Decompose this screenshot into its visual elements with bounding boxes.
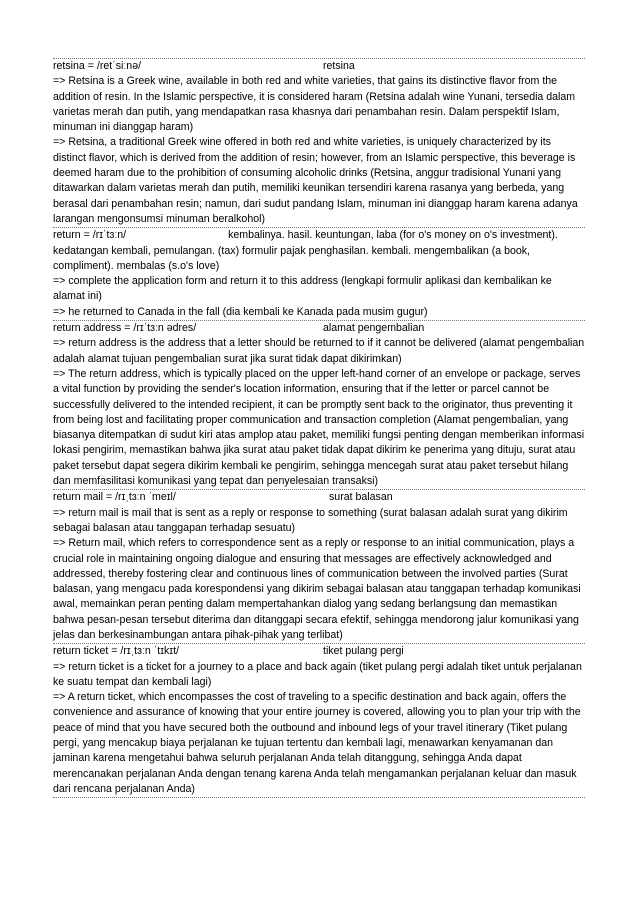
entry-translation: kembalinya. hasil. keuntungan, laba (for o's money on o's investment). kedatangan kembali, pemulangan. (tax) formulir pajak penghasilan. kembali. mengembalikan (a book, compliment). membalas (s.o's love) [53, 229, 558, 272]
entry-example: => he returned to Canada in the fall (dia kembali ke Kanada pada musim gugur) [53, 305, 428, 318]
entry-header [53, 228, 585, 274]
entry-example: => A return ticket, which encompasses the cost of traveling to a specific destination and back again, offers the convenience and assurance of knowing that your entire journey is covered, allowing you to plan your trip with the peace of mind that you have secured both the outbound and inbound legs of your travel itinerary (Tiket pulang pergi, yang mencakup biaya perjalanan ke tujuan tertentu dan kembali lagi, menawarkan kenyamanan dan jaminan karena mengetahui bahwa seluruh perjalanan Anda telah ditanggung, sehingga Anda dapat merencanakan perjalanan Anda dengan tenang karena Anda telah mengamankan perjalanan keluar dan masuk dari rencana perjalanan Anda) [53, 691, 581, 795]
entry-example: => Retsina, a traditional Greek wine offered in both red and white varieties, is uniquely characterized by its distinct flavor, which is derived from the addition of resin; however, from an Islamic perspective, this beverage is deemed haram due to the prohibition of consuming alcoholic drinks (Retsina, anggur tradisional Yunani yang ditawarkan dalam varietas merah dan putih, memiliki keunikan tersendiri karena rasanya yang berbeda, yang berasal dari penambahan resin; namun, dari sudut pandang Islam, minuman ini dianggap haram karena adanya larangan mengonsumsi minuman beralkohol) [53, 136, 578, 225]
entry-example: => complete the application form and return it to this address (lengkapi formulir aplikasi dan kembalikan ke alamat ini) [53, 275, 552, 303]
entry-term: return = /rɪˈtɜːn/ [53, 229, 127, 242]
entry-term: return ticket = /rɪˌtɜːn ˈtɪkɪt/ [53, 645, 179, 658]
entry-header [53, 490, 585, 505]
entry-return-address [53, 321, 585, 490]
entry-translation: alamat pengembalian [323, 322, 425, 335]
entry-translation: retsina [323, 60, 355, 72]
entry-header [53, 644, 585, 659]
entry-example: => Retsina is a Greek wine, available in both red and white varieties, that gains its distinctive flavor from the addition of resin. In the Islamic perspective, it is considered haram (Retsina adalah wine Yunani, tersedia dalam varietas merah dan putih, yang mendapatkan rasa khasnya dari penambahan resin. Dalam perspektif Islam, minuman ini dianggap haram) [53, 75, 576, 134]
entry-retsina [53, 58, 585, 228]
entry-return [53, 228, 585, 321]
entry-term: return address = /rɪˈtɜːn ədres/ [53, 322, 197, 335]
entry-example: => return address is the address that a letter should be returned to if it cannot be delivered (alamat pengembalian adalah alamat tujuan pengembalian surat jika surat tidak dapat dikirimkan) [53, 337, 585, 365]
entry-translation: surat balasan [329, 491, 393, 504]
entry-example: => The return address, which is typically placed on the upper left-hand corner of an envelope or package, serves a vital function by providing the sender's location information, ensuring that if the letter or parcel cannot be successfully delivered to the intended recipient, it can be promptly sent back to the originator, thus preventing it from being lost and facilitating proper communication and transaction completion (Alamat pengembalian, yang biasanya ditempatkan di sudut kiri atas amplop atau paket, memiliki fungsi penting dengan memberikan informasi lokasi pengirim, memastikan bahwa jika surat atau paket tidak dapat dikirim ke penerima yang dituju, surat atau paket tersebut dapat segera dikirim kembali ke pengirim, sehingga mencegah surat atau paket tersebut hilang dan memfasilitasi komunikasi yang tepat dan penyelesaian transaksi) [53, 367, 585, 488]
entry-example: => Return mail, which refers to correspondence sent as a reply or response to an initial communication, plays a crucial role in maintaining ongoing dialogue and ensuring that messages are effectively acknowledged and addressed, thereby fostering clear and continuous lines of communication between the involved parties (Surat balasan, yang mengacu pada korespondensi yang dikirim sebagai balasan atau tanggapan terhadap komunikasi awal, memainkan peran penting dalam mempertahankan dialog yang sedang berlangsung dan memastikan bahwa pesan-pesan tersebut diterima dan ditanggapi secara efektif, sehingga mendorong jalur komunikasi yang jelas dan berkesinambungan antara pihak-pihak yang terlibat) [53, 537, 581, 641]
entry-return-ticket [53, 644, 585, 798]
dictionary-page [53, 58, 585, 798]
entry-return-mail [53, 490, 585, 644]
entry-example: => return ticket is a ticket for a journey to a place and back again (tiket pulang pergi adalah tiket untuk perjalanan ke suatu tempat dan kembali lagi) [53, 660, 582, 688]
entry-term: retsina = /retˈsiːnə/ [53, 60, 142, 72]
entry-example: => return mail is mail that is sent as a reply or response to something (surat balasan adalah surat yang dikirim sebagai balasan atau tanggapan terhadap sesuatu) [53, 506, 568, 534]
entry-translation: tiket pulang pergi [323, 645, 404, 658]
entry-term: return mail = /rɪˌtɜːn ˈmeɪl/ [53, 491, 176, 504]
entry-header [53, 321, 585, 336]
entry-header [53, 59, 585, 74]
